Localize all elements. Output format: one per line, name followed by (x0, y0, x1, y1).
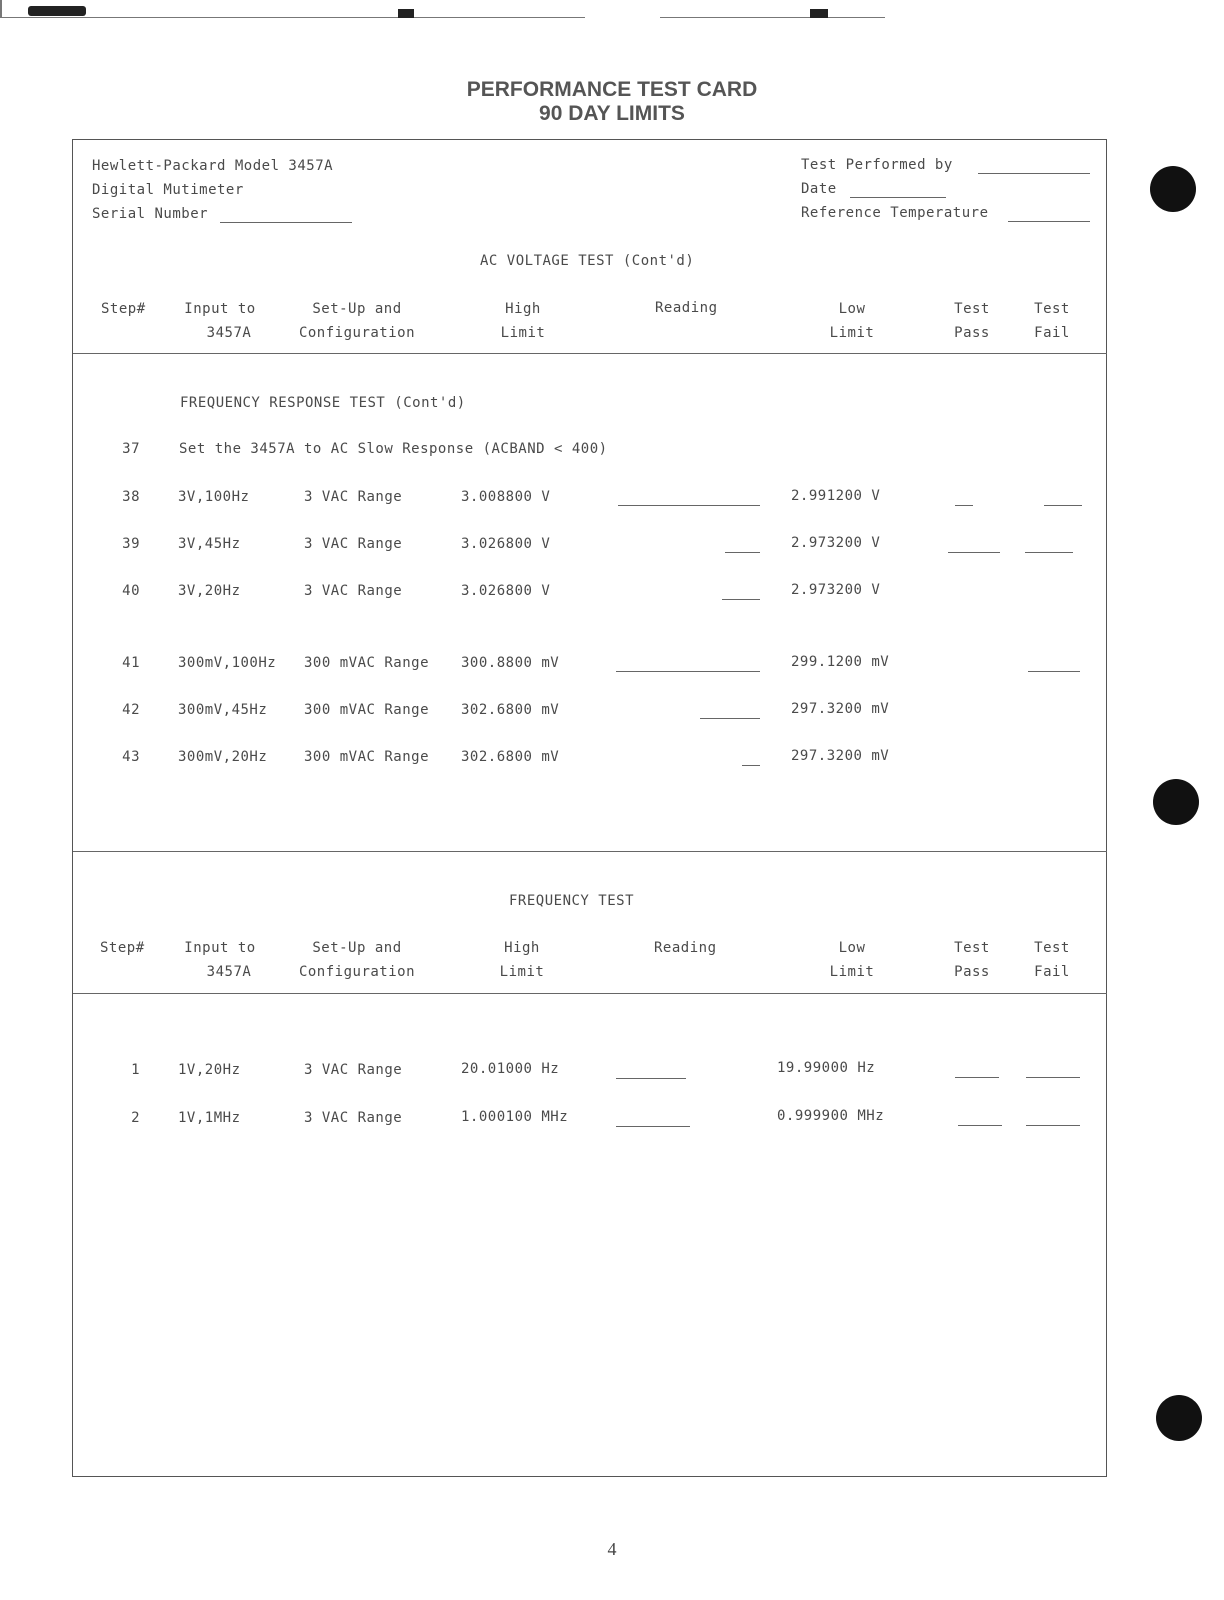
col-pass-line1: Test (954, 940, 990, 956)
col-setup-line2: Configuration (298, 325, 416, 341)
col-test-pass (947, 301, 997, 341)
col-high-limit (488, 301, 558, 341)
col-reading: Reading (655, 300, 718, 316)
row-step: 41 (122, 655, 140, 671)
row-fail-field[interactable] (1044, 505, 1082, 506)
row-input: 300mV,20Hz (178, 749, 268, 765)
test-performed-by-field[interactable] (978, 173, 1090, 174)
row-fail-field[interactable] (1026, 1125, 1080, 1126)
col-low-line1: Low (838, 940, 866, 956)
row-low-limit: 0.999900 MHz (777, 1108, 885, 1124)
row-input: 300mV,100Hz (178, 655, 277, 671)
col-input-line2: 3457A (206, 964, 252, 980)
row-pass-field[interactable] (955, 1077, 999, 1078)
row-low-limit: 2.991200 V (791, 488, 881, 504)
row-setup: 3 VAC Range (304, 489, 403, 505)
device-label: Digital Mutimeter (92, 182, 244, 198)
col-input-line1: Input to (184, 940, 256, 956)
col-pass-line2: Pass (954, 325, 990, 341)
reference-temperature-field[interactable] (1008, 221, 1090, 222)
header-divider (73, 993, 1107, 994)
col-reading: Reading (654, 940, 717, 956)
row-fail-field[interactable] (1026, 1077, 1080, 1078)
date-field[interactable] (850, 197, 946, 198)
row-setup: 3 VAC Range (304, 536, 403, 552)
row-input: 1V,20Hz (178, 1062, 241, 1078)
row-setup: 3 VAC Range (304, 1062, 403, 1078)
row-input: 3V,45Hz (178, 536, 241, 552)
row-step: 40 (122, 583, 140, 599)
row-setup: 300 mVAC Range (304, 655, 430, 671)
title-line-1: PERFORMANCE TEST CARD (466, 78, 758, 101)
col-high-line1: High (505, 301, 541, 317)
binder-hole (1150, 166, 1196, 212)
col-high-line2: Limit (499, 964, 545, 980)
row-step: 1 (131, 1062, 140, 1078)
col-fail-line2: Fail (1034, 964, 1070, 980)
col-low-line1: Low (838, 301, 866, 317)
col-low-line2: Limit (829, 325, 875, 341)
col-pass-line2: Pass (954, 964, 990, 980)
col-setup (291, 301, 423, 341)
page-number: 4 (607, 1539, 617, 1559)
row-high-limit: 20.01000 Hz (461, 1061, 560, 1077)
row-setup: 300 mVAC Range (304, 749, 430, 765)
col-input (168, 301, 272, 341)
row-setup: 300 mVAC Range (304, 702, 430, 718)
row-input: 300mV,45Hz (178, 702, 268, 718)
row-step: 2 (131, 1110, 140, 1126)
row-low-limit: 2.973200 V (791, 582, 881, 598)
col-pass-line1: Test (954, 301, 990, 317)
row-input: 3V,100Hz (178, 489, 250, 505)
row-fail-field[interactable] (1028, 671, 1080, 672)
row-input: 3V,20Hz (178, 583, 241, 599)
card-title (0, 78, 1224, 126)
row-high-limit: 1.000100 MHz (461, 1109, 569, 1125)
col-test-fail (1027, 301, 1077, 341)
col-input-line1: Input to (184, 301, 256, 317)
row-low-limit: 2.973200 V (791, 535, 881, 551)
row-input: 1V,1MHz (178, 1110, 241, 1126)
col-input-line2: 3457A (206, 325, 252, 341)
row-low-limit: 297.3200 mV (791, 748, 890, 764)
row-step: 43 (122, 749, 140, 765)
reference-temperature-label: Reference Temperature (801, 205, 989, 221)
col-low-limit (817, 301, 887, 341)
row-reading-field[interactable] (700, 718, 760, 719)
col-high-line1: High (504, 940, 540, 956)
scan-edge-artifact (0, 0, 1224, 20)
row-high-limit: 302.6800 mV (461, 702, 560, 718)
binder-hole (1156, 1395, 1202, 1441)
title-line-2: 90 DAY LIMITS (539, 102, 685, 125)
row-high-limit: 3.026800 V (461, 536, 551, 552)
row-step: 38 (122, 489, 140, 505)
date-label: Date (801, 181, 837, 197)
col-input (168, 940, 272, 980)
row-reading-field[interactable] (616, 1126, 690, 1127)
row-pass-field[interactable] (958, 1125, 1002, 1126)
ac-section-title: AC VOLTAGE TEST (Cont'd) (480, 253, 695, 269)
row-low-limit: 19.99000 Hz (777, 1060, 876, 1076)
instruction-step: 37 (122, 441, 140, 457)
col-setup-line1: Set-Up and (312, 301, 402, 317)
serial-number-field[interactable] (220, 222, 352, 223)
row-pass-field[interactable] (948, 552, 1000, 553)
col-setup (291, 940, 423, 980)
binder-hole (1153, 779, 1199, 825)
row-low-limit: 297.3200 mV (791, 701, 890, 717)
col-fail-line2: Fail (1034, 325, 1070, 341)
test-performed-by-label: Test Performed by (801, 157, 953, 173)
col-setup-line2: Configuration (298, 964, 416, 980)
col-test-pass (947, 940, 997, 980)
row-step: 42 (122, 702, 140, 718)
row-reading-field[interactable] (725, 552, 760, 553)
row-reading-field[interactable] (616, 671, 760, 672)
row-reading-field[interactable] (616, 1078, 686, 1079)
row-high-limit: 300.8800 mV (461, 655, 560, 671)
col-test-fail (1027, 940, 1077, 980)
col-low-line2: Limit (829, 964, 875, 980)
serial-number-label: Serial Number (92, 206, 209, 222)
row-reading-field[interactable] (742, 765, 760, 766)
col-high-limit (487, 940, 557, 980)
row-step: 39 (122, 536, 140, 552)
row-setup: 3 VAC Range (304, 1110, 403, 1126)
row-pass-field[interactable] (955, 505, 973, 506)
col-step: Step# (101, 301, 146, 317)
row-high-limit: 302.6800 mV (461, 749, 560, 765)
col-low-limit (817, 940, 887, 980)
frequency-response-subtitle: FREQUENCY RESPONSE TEST (Cont'd) (180, 395, 466, 411)
col-fail-line1: Test (1034, 940, 1070, 956)
row-reading-field[interactable] (722, 599, 760, 600)
row-setup: 3 VAC Range (304, 583, 403, 599)
row-high-limit: 3.008800 V (461, 489, 551, 505)
row-high-limit: 3.026800 V (461, 583, 551, 599)
section-divider (73, 851, 1107, 852)
col-step: Step# (100, 940, 145, 956)
row-low-limit: 299.1200 mV (791, 654, 890, 670)
row-fail-field[interactable] (1025, 552, 1073, 553)
row-reading-field[interactable] (618, 505, 760, 506)
col-high-line2: Limit (500, 325, 546, 341)
col-setup-line1: Set-Up and (312, 940, 402, 956)
model-label: Hewlett-Packard Model 3457A (92, 158, 334, 174)
instruction-text: Set the 3457A to AC Slow Response (ACBAND < 400) (179, 441, 608, 457)
col-fail-line1: Test (1034, 301, 1070, 317)
header-divider (73, 353, 1107, 354)
frequency-test-title: FREQUENCY TEST (509, 893, 635, 909)
